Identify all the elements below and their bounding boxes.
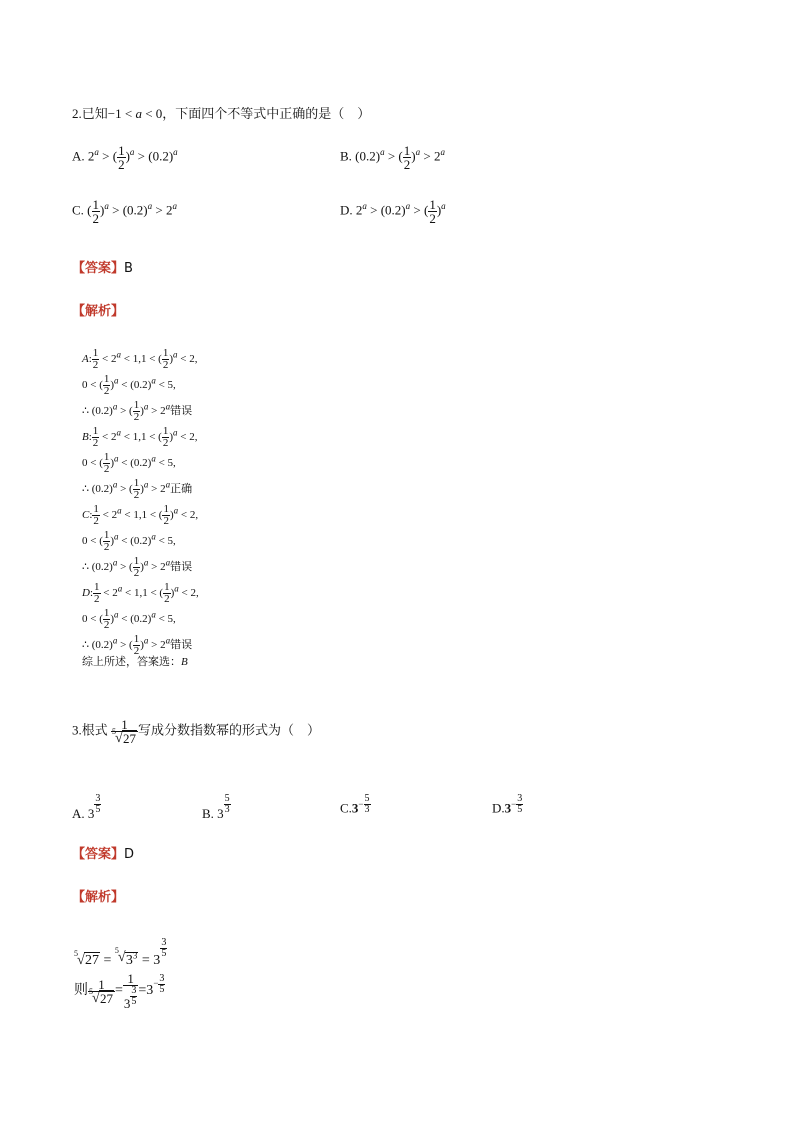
solution-line: C: $\frac{1}{2}$ < $2^a < 1,1$ < ( $\frac{1}{2}$ )$^a$ < 2,	[82, 503, 199, 527]
q2-option-b: B. $(0.2)^a$ > ( $\frac{1}{2}$ )$^a > 2^a$	[340, 143, 445, 172]
q2-solution	[82, 348, 199, 674]
q2-stem	[72, 103, 370, 122]
solution-line: D: $\frac{1}{2}$ < $2^a < 1,1$ < ( $\frac{1}{2}$ )$^a$ < 2,	[82, 581, 199, 605]
q3-option-c: $C.3^{- \frac{5}{3}}$	[340, 793, 370, 816]
q3-analysis-heading: 【解析】	[72, 890, 125, 905]
q3-stem: 3.根式 1 5 √ 27 写成分数指数幂的形式为（ ）	[72, 717, 321, 746]
q2-analysis-heading: 【解析】	[72, 304, 125, 319]
q2-answer: 【答案】B	[72, 261, 133, 276]
q3-solution-line1: 5 √ 27 = 5 √ $3^3 = 3$ $^{\frac{3}{5}}$	[74, 937, 167, 968]
solution-line: ∴ $(0.2)^a$ > ( $\frac{1}{2}$ )$^a > 2^a$错误	[82, 399, 193, 423]
solution-line: B: $\frac{1}{2}$ < $2^a < 1,1$ < ( $\frac{1}{2}$ )$^a$ < 2,	[82, 425, 198, 449]
solution-line: A: $\frac{1}{2}$ < $2^a < 1,1$ < ( $\frac{1}{2}$ )$^a$ < 2,	[82, 347, 198, 371]
solution-line: 0 < ( $\frac{1}{2}$ )$^a < (0.2)^a < 5$,	[82, 607, 176, 631]
q3-answer: 【答案】D	[72, 847, 135, 862]
q2-stem-a: 已知	[81, 107, 108, 122]
q3-solution-line2: 则 1 5 √ 27 = 1 3 $^{\frac{3}{5}}$ $=3^{- \frac{3}{5}}$	[74, 971, 165, 1011]
q3-option-d: $D.3^{- \frac{3}{5}}$	[492, 793, 523, 816]
solution-summary: 综上所述，答案选：B	[82, 655, 188, 668]
q3-option-b: B. 3 $^{\frac{5}{3}}$	[202, 793, 230, 821]
solution-line: ∴ $(0.2)^a$ > ( $\frac{1}{2}$ )$^a > 2^a$错误	[82, 633, 193, 657]
solution-line: ∴ $(0.2)^a$ > ( $\frac{1}{2}$ )$^a > 2^a$正确	[82, 477, 193, 501]
q3-radical-fraction: 1 5 √ 27	[112, 717, 137, 746]
q2-condition: −1 < a < 0	[107, 106, 163, 121]
q2-option-d: D. $2^a > (0.2)^a$ > ( $\frac{1}{2}$ )$^a$	[340, 197, 446, 226]
q3-option-a: A. 3 $^{\frac{3}{5}}$	[72, 793, 101, 821]
q2-number: 2.	[72, 106, 82, 121]
solution-line: ∴ $(0.2)^a$ > ( $\frac{1}{2}$ )$^a > 2^a$错误	[82, 555, 193, 579]
solution-line: 0 < ( $\frac{1}{2}$ )$^a < (0.2)^a < 5$,	[82, 373, 176, 397]
q2-stem-b: ，下面四个不等式中正确的是（ ）	[162, 107, 371, 122]
solution-line: 0 < ( $\frac{1}{2}$ )$^a < (0.2)^a < 5$,	[82, 451, 176, 475]
q2-option-a: A. $2^a$ > ( $\frac{1}{2}$ )$^a > (0.2)^a$	[72, 143, 178, 172]
solution-line: 0 < ( $\frac{1}{2}$ )$^a < (0.2)^a < 5$,	[82, 529, 176, 553]
q2-option-c: C. ( $\frac{1}{2}$ )$^a > (0.2)^a > 2^a$	[72, 197, 177, 226]
